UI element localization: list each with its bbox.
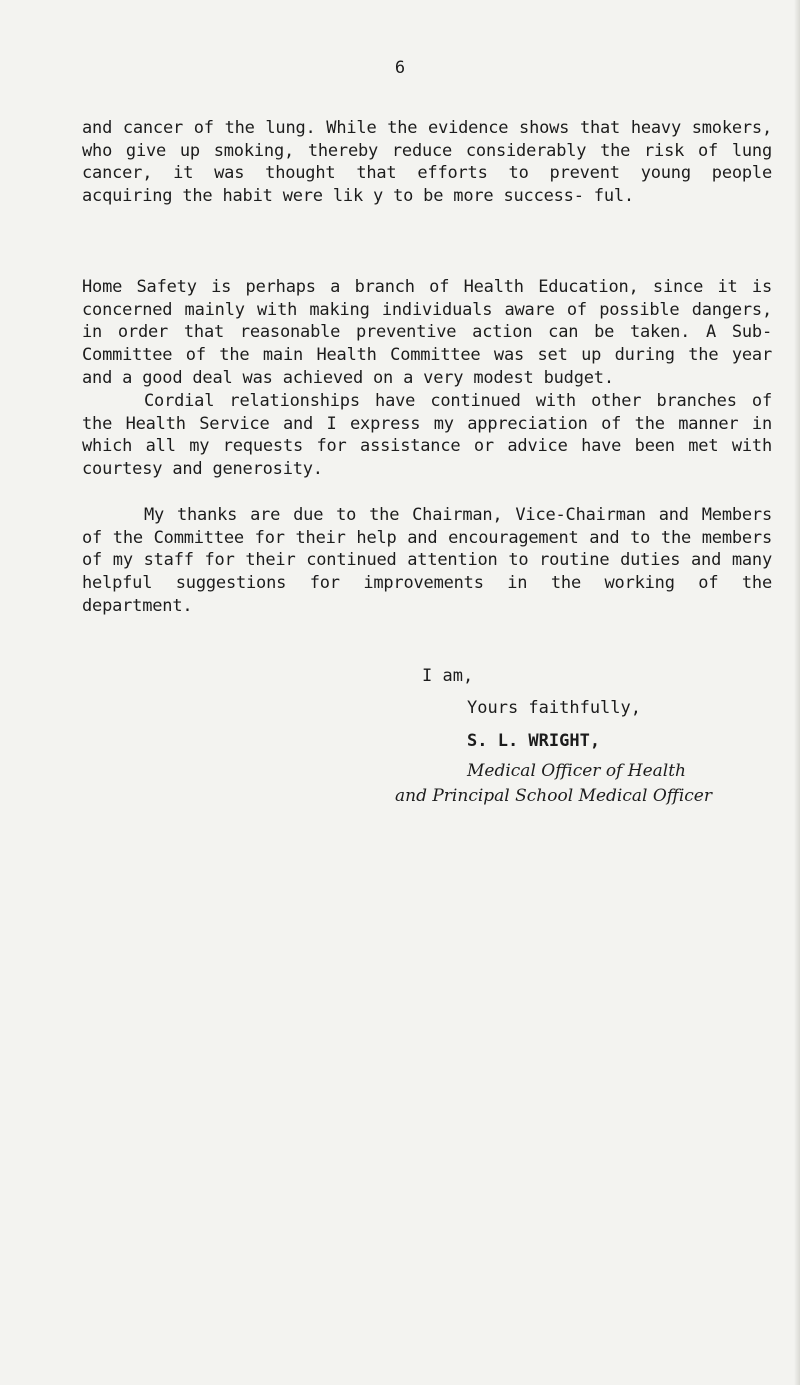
paragraph-cordial-relationships: Cordial relationships have continued with other branches of the Health Service and I express my appreciation of the manner in which all my requests for assistance or advice have been met with courtesy and generosity.	[82, 391, 772, 480]
signature-name: S. L. WRIGHT,	[467, 731, 601, 751]
paragraph-lung-cancer: and cancer of the lung. While the evidence shows that heavy smokers, who give up smoking, thereby reduce considerably the risk of lung cancer, it was thought that efforts to prevent young people acquiring the habit were lik y to be more success- ful.	[82, 118, 772, 207]
signature-title-line-1: Medical Officer of Health	[467, 761, 686, 781]
page-edge-shadow	[794, 0, 800, 1385]
signature-title-line-2: and Principal School Medical Officer	[395, 786, 712, 806]
paragraph-home-safety: Home Safety is perhaps a branch of Health Education, since it is concerned mainly with making individuals aware of possible dangers, in order that reasonable preventive action can be taken. A Sub-Committee of the main Health Committee was set up during the year and a good deal was achieved on a very modest budget.	[82, 277, 772, 388]
paragraph-thanks: My thanks are due to the Chairman, Vice-Chairman and Members of the Committee for their help and encouragement and to the members of my staff for their continued attention to routine duties and many helpful suggestions for improvements in the working of the department.	[82, 505, 772, 616]
closing-valediction: Yours faithfully,	[467, 698, 641, 718]
closing-salutation: I am,	[422, 666, 474, 686]
page-number: 6	[394, 58, 406, 78]
